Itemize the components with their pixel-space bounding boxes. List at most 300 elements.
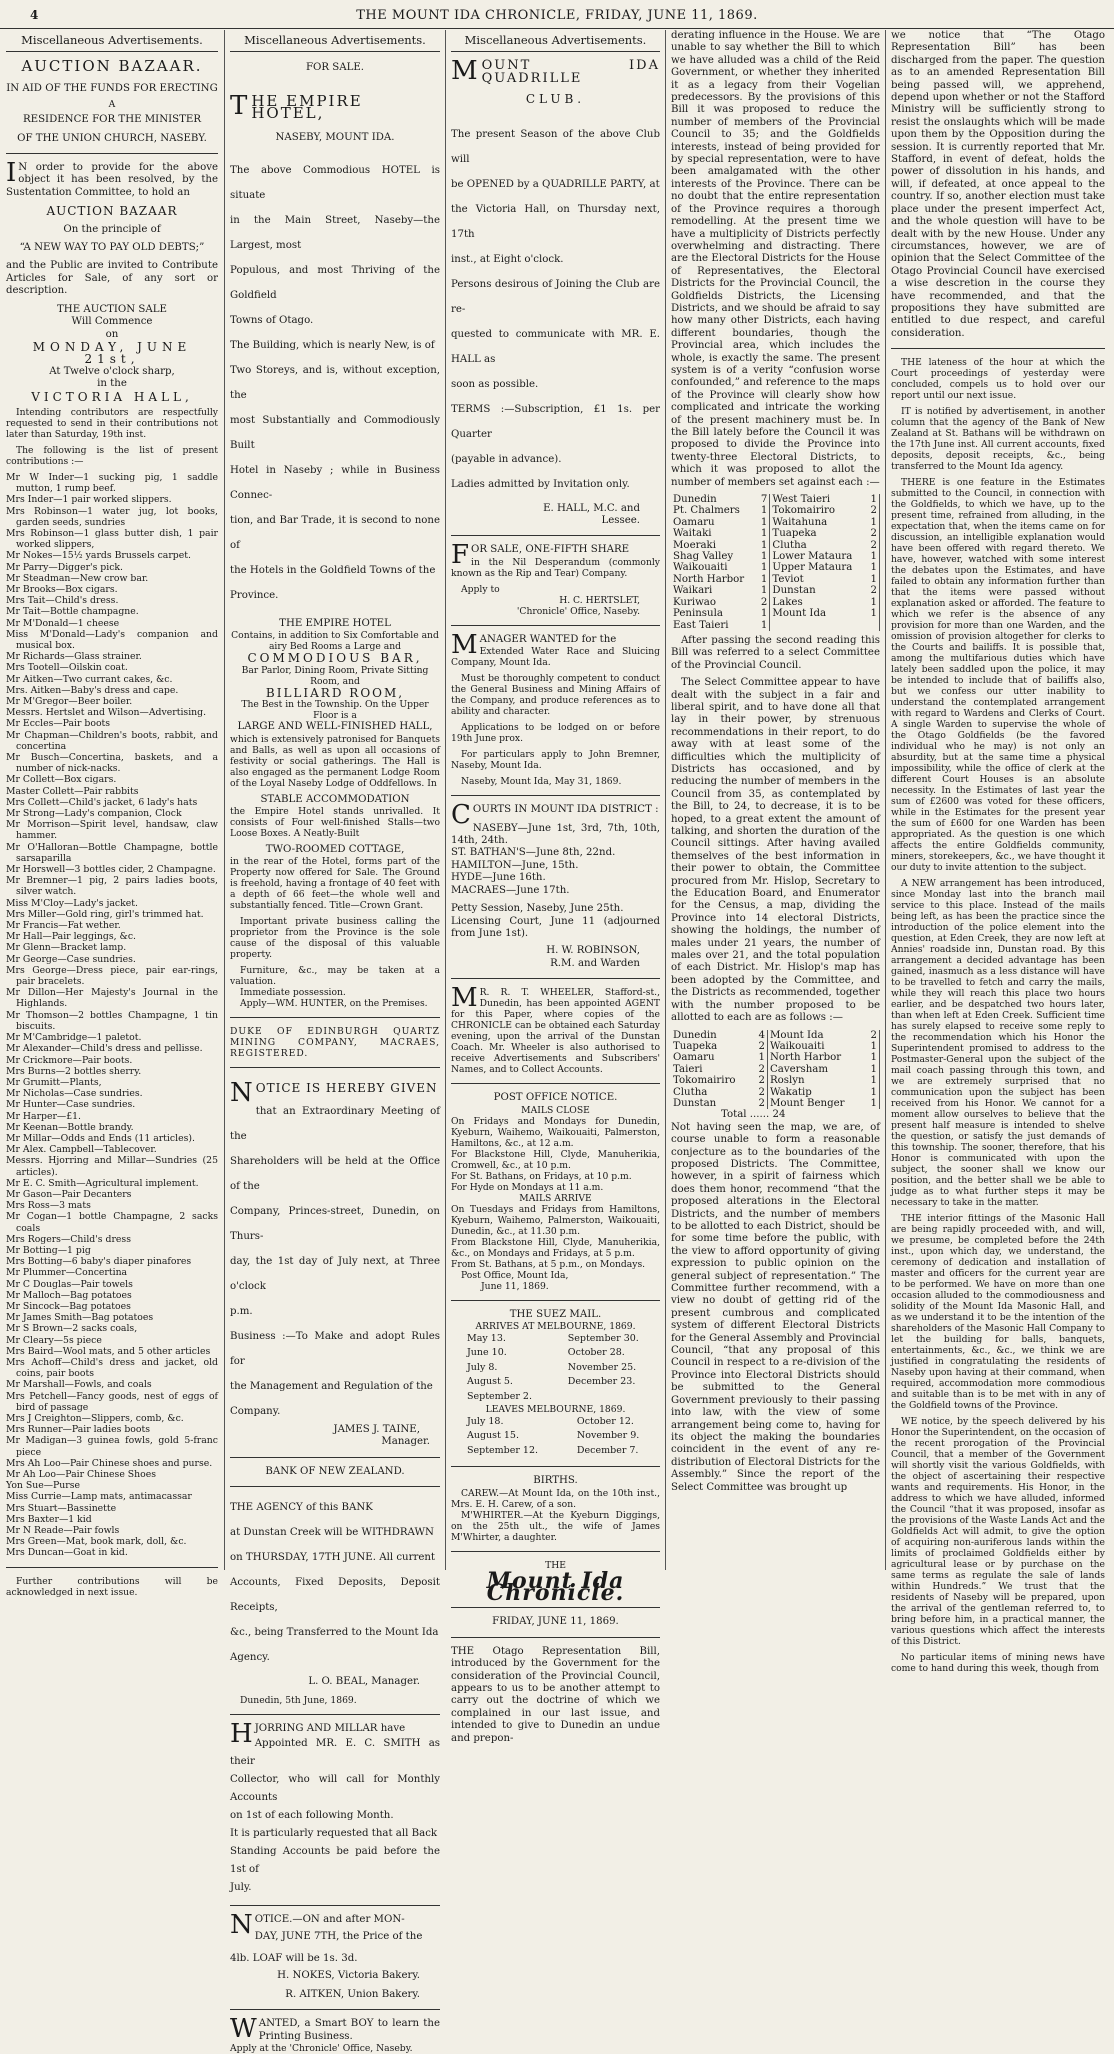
hotel-body: [230, 158, 440, 608]
bread-notice-heading: NOTICE.—ON and after MON-: [230, 1909, 405, 1940]
contribution-item: Mrs Baird—Wool mats, and 5 other articles: [6, 1345, 211, 1357]
births-heading: BIRTHS.: [533, 1475, 578, 1487]
district-members: 1: [866, 1052, 880, 1063]
suez-date: November 9.: [576, 1430, 640, 1442]
wanted-heading: WANTED, a Smart BOY to learn the Printing Business.: [230, 2014, 440, 2045]
hotel-line: Hotel in Naseby ; while in Business Connec-: [230, 465, 440, 502]
aitken-sig: R. AITKEN, Union Bakery.: [285, 1988, 420, 2000]
suez-arrives-head: ARRIVES AT MELBOURNE, 1869.: [475, 1320, 636, 1332]
editorial-p3: The Select Committee appear to have dealt with the subject in a fair and liberal spirit, and to have done all that lay in their power, by strenuous recommendations in their report, to do away with at least some of the difficulties which the multiplicity of Districts has occasioned, and by reducing the number of members in the Council from 35, as contemplated by the Bill, to 24, to decrease, it is to be hoped, to a great extent the amount of talking, and shorten the duration of the Council sittings. After having availed themselves of the best information in their power to obtain, the Committee procured from Mr. Hislop, Secretary to the Education Board, and Enumerator for the Census, a map, dividing the Province into 14 electoral Districts, showing the holdings, the number of males under 21 years, the number of males over 21, and the total population of each District. Mr. Hislop's map has been adopted by the Committee, and the Districts as recommended, together with the number proposed to be allotted to each are as follows :—: [671, 677, 880, 1024]
auction-date: MONDAY, JUNE 21st,: [32, 339, 192, 367]
district-name: Oamaru: [673, 1052, 715, 1064]
district-members: 1: [757, 517, 770, 528]
po-arrive-line: From Blackstone Hill, Clyde, Manuherikia, &c., on Mondays and Fridays, at 5 p.m.: [451, 1236, 660, 1259]
club-heading: MOUNT IDA QUADRILLE: [451, 56, 660, 87]
nameplate: Mount Ida Chronicle.: [486, 1567, 625, 1606]
district-name: Mount Ida: [769, 1029, 824, 1041]
district-name: Caversham: [769, 1063, 829, 1075]
hotel-location: NASEBY, MOUNT IDA.: [275, 131, 395, 143]
notice-sig-title: Manager.: [381, 1436, 430, 1448]
club-line: (payable in advance).: [451, 453, 562, 465]
contribution-item: Mr Chapman—Children's boots, rabbit, and concertina: [6, 729, 218, 752]
nokes-sig: H. NOKES, Victoria Bakery.: [277, 1970, 420, 1982]
suez-date: August 15.: [467, 1430, 519, 1442]
col5-p2: THE lateness of the hour at which the Court proceedings of yesterday were concluded, compels us to hold over our report until our next issue.: [891, 357, 1105, 402]
district-members: 1: [757, 608, 770, 619]
courts-sig-title: R.M. and Warden: [550, 957, 640, 969]
column-5: [891, 30, 1105, 1675]
contribution-item: Mr Cogan—1 bottle Champagne, 2 sacks coals: [6, 1211, 218, 1234]
contribution-item: Messrs. Hjorring and Millar—Sundries (25 articles).: [6, 1155, 218, 1178]
district-name: Dunedin: [673, 494, 717, 506]
district-name: Tuapeka: [673, 1040, 718, 1052]
notice-line: Company, Princes-street, Dunedin, on Thurs-: [230, 1205, 440, 1242]
district-name: Waikouaiti: [673, 562, 728, 574]
club-line: the Victoria Hall, on Thursday next, 17th: [451, 203, 660, 240]
po-close-line: For Hyde on Mondays at 11 a.m.: [451, 1181, 604, 1193]
col5-p6: THE interior fittings of the Masonic Hall are being rapidly proceeded with, and will, we presume, be completed before the 24th inst., upon which day, we understand, the ceremony of dedication and installation of master and officers for the current year are to be performed. We have on more than one occasion alluded to the commodiousness and solidity of the Mount Ida Masonic Hall, and as we understand it to be the intention of the shareholders of the Masonic Hall Company to let the building for balls, banquets, entertainments, &c., &c., we think we are justified in congratulating the residents of Naseby upon having at their command, when required, accommodation more commodious and suitable than is to be met with in any of the Goldfield towns of the Province.: [891, 1213, 1105, 1412]
editorial-p2: After passing the second reading this Bill was referred to a select Committee of the Provincial Council.: [671, 634, 880, 671]
district-members: 4: [754, 1030, 768, 1041]
notice-line: Shareholders will be held at the Office of the: [230, 1155, 440, 1192]
contribution-item: Mr Sincock—Bag potatoes: [6, 1300, 131, 1312]
contribution-item: Mrs Botting—6 baby's diaper pinafores: [6, 1256, 192, 1268]
club-line: The present Season of the above Club will: [451, 128, 660, 165]
dateline: FRIDAY, JUNE 11, 1869.: [492, 1616, 619, 1628]
manager-body: Extended Water Race and Sluicing Company, Mount Ida.: [451, 646, 660, 669]
nameplate-the: THE: [545, 1559, 566, 1571]
suez-arrives-table: [451, 1332, 660, 1404]
notice-line: day, the 1st day of July next, at Three o'clock: [230, 1255, 440, 1292]
po-close-line: For Blackstone Hill, Clyde, Manuherikia, Cromwell, &c., at 10 p.m.: [451, 1148, 660, 1171]
contribution-item: Master Collett—Pair rabbits: [6, 785, 139, 797]
notice-body: [230, 1099, 440, 1424]
bank-line: Accounts, Fixed Deposits, Deposit Receipts,: [230, 1577, 440, 1614]
club-line: TERMS :—Subscription, £1 1s. per Quarter: [451, 403, 660, 440]
contribution-item: Mrs Rogers—Child's dress: [6, 1233, 131, 1245]
contribution-item: Mr Aitken—Two currant cakes, &c.: [6, 673, 173, 685]
district-members: 2: [754, 1087, 768, 1098]
suez-date: December 7.: [576, 1444, 639, 1456]
col5-p1: we notice that “The Otago Representation Bill” has been discharged from the paper. The question as to an amended Representation Bill being passed will, we apprehend, depend upon whether or not the Stafford Ministry will be sufficiently strong to resist the onslaughts which will be made upon them by the Opposition during the session. It is currently reported that Mr. Stafford, in event of defeat, holds the power of dissolution in his hands, and will, if defeated, at once appeal to the country. If so, another election must take place under the present imperfect Act, and the whole question will have to be dealt with by the new House. Under any circumstances, however, we are of opinion that the Select Committee of the Otago Provincial Council have exercised a wise descretion in the course they have recommended, and that the propositions they have submitted are entitled to due respect, and careful consideration.: [891, 30, 1105, 339]
districts-total: Total ...... 24: [721, 1109, 786, 1121]
contribution-item: Yon Sue—Purse: [6, 1480, 80, 1492]
auction-footer: Further contributions will be acknowledged in next issue.: [6, 1575, 218, 1598]
auction-bazaar: AUCTION BAZAAR: [46, 204, 178, 219]
contribution-item: Mrs Petchell—Fancy goods, nest of eggs of bird of passage: [6, 1390, 218, 1413]
districts-table-2: [671, 1030, 880, 1110]
club-line: Persons desirous of Joining the Club are re-: [451, 278, 660, 315]
district-members: 1: [867, 551, 880, 562]
contribution-item: Mr Eccles—Pair boots: [6, 718, 111, 730]
contribution-item: Mr Nicholas—Case sundries.: [6, 1088, 143, 1100]
hotel-line: in the Main Street, Naseby—the Largest, most: [230, 215, 440, 252]
contribution-item: Mr Glenn—Bracket lamp.: [6, 942, 127, 954]
district-name: Tokomairiro: [772, 505, 835, 517]
auction-aid: IN AID OF THE FUNDS FOR ERECTING: [6, 82, 218, 94]
contribution-item: Mrs Duncan—Goat in kid.: [6, 1547, 128, 1559]
district-members: 2: [754, 1075, 768, 1086]
bank-sig: L. O. BEAL, Manager.: [308, 1676, 420, 1688]
auction-commence: Will Commence: [71, 316, 153, 328]
district-members: 1: [867, 574, 880, 585]
contribution-item: Mr Keenan—Bottle brandy.: [6, 1121, 134, 1133]
district-name: Taieri: [673, 1063, 703, 1075]
district-name: Pt. Chalmers: [673, 505, 740, 517]
district-members: 1: [757, 562, 770, 573]
contribution-item: Mr Grumitt—Plants,: [6, 1076, 102, 1088]
contribution-item: Mr N Reade—Pair fowls: [6, 1525, 120, 1537]
auction-list-intro: The following is the list of present contributions :—: [6, 444, 218, 467]
contribution-item: Mr M'Cambridge—1 paletot.: [6, 1032, 142, 1044]
contribution-item: Mr M'Gregor—Beer boiler.: [6, 696, 133, 707]
district-members: 1: [866, 1041, 880, 1052]
contribution-item: Mr George—Case sundries.: [6, 953, 136, 965]
birth-2: M'WHIRTER.—At the Kyeburn Diggings, on the 25th ult., the wife of James M'Whirter, a daughter.: [451, 1509, 660, 1543]
district-name: Peninsula: [673, 608, 723, 620]
po-close-line: On Fridays and Mondays for Dunedin, Kyeburn, Waihemo, Waikouaiti, Palmerston, Hamiltons, &c., at 12 a.m.: [451, 1115, 660, 1149]
suez-leaves-table: [451, 1415, 660, 1458]
contribution-item: Mr M'Donald—1 cheese: [6, 617, 120, 629]
district-name: Teviot: [772, 573, 804, 585]
hotel-line: Two Storeys, and is, without exception, the: [230, 365, 440, 402]
auction-contrib: Intending contributors are respectfully requested to send in their contributions not later than Saturday, 19th inst.: [6, 406, 218, 440]
page-number: 4: [30, 8, 39, 22]
club-subheading: CLUB.: [525, 92, 586, 107]
hotel-important: Important private business calling the proprietor from the Province is the sole cause of the disposal of this valuable property.: [230, 916, 440, 961]
district-members: 1: [867, 608, 880, 619]
contribution-item: Messrs. Hertslet and Wilson—Advertising.: [6, 707, 207, 719]
courts-petty: Petty Session, Naseby, June 25th.: [451, 903, 624, 915]
club-body: [451, 122, 660, 497]
auction-on: on: [105, 328, 119, 340]
contribution-item: Mrs George—Dress piece, pair ear-rings, pair bracelets.: [6, 964, 218, 988]
district-members: 1: [866, 1064, 880, 1075]
district-members: 1: [757, 551, 770, 562]
contribution-item: Mrs Tait—Child's dress.: [6, 595, 119, 607]
district-members: 2: [867, 540, 880, 551]
duke-heading: DUKE OF EDINBURGH QUARTZ MINING COMPANY, MACRAES, REGISTERED.: [230, 1026, 440, 1060]
wheeler-notice: MR. R. T. WHEELER, Stafford-st., Dunedin, has been appointed AGENT for this Paper, where copies of the CHRONICLE can be obtained each Saturday evening, upon the arrival of the Dunstan Coach. Mr. Wheeler is also authorised to receive Advertisements and Subscribers' Names, and to Collect Accounts.: [451, 983, 660, 1076]
district-name: Roslyn: [769, 1075, 805, 1087]
contribution-item: Miss Currie—Lamp mats, antimacassar: [6, 1491, 192, 1503]
hotel-hall-body: which is extensively patronised for Banquets and Balls, as well as upon all occasions of festivity or social gatherings. The Hall is also engaged as the permanent Lodge Room of the Loyal Naseby Lodge of Oddfellows. In: [230, 733, 440, 789]
district-members: [867, 620, 880, 631]
district-name: Clutha: [673, 1086, 708, 1098]
district-members: 2: [754, 1064, 768, 1075]
district-name: Dunstan: [772, 585, 816, 597]
notice-sig: JAMES J. TAINE,: [333, 1423, 420, 1435]
contribution-item: Mr Thomson—2 bottles Champagne, 1 tin biscuits.: [6, 1009, 218, 1032]
district-name: Lakes: [772, 596, 803, 608]
hotel-bar: COMMODIOUS BAR,: [247, 651, 423, 666]
po-date: June 11, 1869.: [481, 1280, 549, 1292]
district-members: 1: [757, 574, 770, 585]
contribution-item: Mrs Burns—2 bottles sherry.: [6, 1065, 142, 1077]
district-name: [770, 620, 867, 631]
contribution-item: Mr Cleary—5s piece: [6, 1334, 102, 1346]
court-line: ST. BATHAN'S—June 8th, 22nd.: [451, 847, 616, 859]
hotel-immediate: Immediate possession.: [240, 987, 346, 999]
auction-inthe: in the: [97, 378, 127, 390]
bread-notice-body: [230, 1926, 440, 1970]
bank-line: at Dunstan Creek will be WITHDRAWN: [230, 1527, 434, 1539]
column-4: [671, 30, 880, 1570]
district-members: 1: [757, 505, 770, 516]
contribution-item: Mrs Robinson—1 glass butter dish, 1 pair worked slippers,: [6, 527, 218, 551]
district-name: Upper Mataura: [772, 562, 853, 574]
district-name: Waitaki: [673, 528, 712, 540]
bread-line: DAY, JUNE 7TH, the Price of the: [254, 1931, 423, 1943]
contribution-item: Mrs Collett—Child's jacket, 6 lady's hats: [6, 796, 198, 808]
contribution-item: Mrs Ross—3 mats: [6, 1200, 91, 1212]
auction-time: At Twelve o'clock sharp,: [49, 365, 175, 377]
bank-line: Agency.: [230, 1652, 270, 1664]
district-name: North Harbor: [769, 1052, 842, 1064]
district-members: 2: [754, 1041, 768, 1052]
club-line: quested to communicate with MR. E. HALL as: [451, 328, 660, 365]
po-close-head: MAILS CLOSE: [521, 1104, 590, 1116]
district-name: Waitahuna: [772, 516, 828, 528]
district-members: 1: [757, 528, 770, 539]
hotel-title: THE EMPIRE HOTEL,: [230, 90, 363, 123]
courts-sig: H. W. ROBINSON,: [546, 945, 640, 957]
suez-date: September 12.: [467, 1444, 539, 1456]
hjorring-line: Appointed MR. E. C. SMITH as their: [230, 1737, 440, 1767]
masthead: [0, 0, 1114, 29]
contribution-item: Mr Plummer—Concertina: [6, 1267, 128, 1279]
bank-line: &c., being Transferred to the Mount Ida: [230, 1627, 439, 1639]
contribution-item: Mr Brooks—Box cigars.: [6, 583, 118, 595]
bank-heading: BANK OF NEW ZEALAND.: [265, 1465, 405, 1477]
district-name: Dunedin: [673, 1029, 717, 1041]
club-sig: E. HALL, M.C. and: [543, 502, 640, 514]
district-members: 2: [867, 585, 880, 596]
bank-body: [230, 1495, 440, 1670]
auction-title: AUCTION BAZAAR.: [21, 57, 203, 76]
auction-residence: RESIDENCE FOR THE MINISTER: [22, 114, 202, 126]
po-close-line: For St. Bathans, on Fridays, at 10 p.m.: [451, 1170, 632, 1182]
district-name: North Harbor: [673, 573, 745, 585]
contribution-item: Mr Busch—Concertina, baskets, and a number of nick-nacks.: [6, 752, 218, 775]
auction-principle: On the principle of: [63, 223, 161, 235]
suez-date: October 28.: [567, 1347, 625, 1359]
hotel-heading-2: THE EMPIRE HOTEL: [279, 618, 391, 630]
column-rule: [885, 30, 886, 1570]
hotel-line: most Substantially and Commodiously Built: [230, 415, 440, 452]
birth-1: CAREW.—At Mount Ida, on the 10th inst., Mrs. E. H. Carew, of a son.: [451, 1487, 660, 1510]
po-close-list: [451, 1116, 660, 1193]
district-members: 1: [757, 620, 770, 631]
club-line: Ladies admitted by Invitation only.: [451, 478, 630, 490]
contribution-item: Mr Marshall—Fowls, and coals: [6, 1379, 152, 1391]
district-members: 2: [754, 1098, 768, 1109]
col5-p7: WE notice, by the speech delivered by his Honor the Superintendent, on the occasion of the recent prorogation of the Provincial Council, that a member of the Government will shortly visit the various Goldfields, with the object of ascertaining their respective wants and requirements. His Honor, in the address to which we have alluded, informed the Council “that it was proposed, insofar as the provisions of the Waste Lands Act and the Goldfields Act will admit, to give the option of acquiring non-auriferous lands within the limits of proclaimed Goldfields either by agricultural lease or by purchase on the same terms as regulate the sale of lands within Hundreds.” We trust that the residents of Naseby will be prepared, upon the arrival of the gentleman referred to, to bring before him, in a practical manner, the various questions which affect the interests of this District.: [891, 1416, 1105, 1648]
hotel-line: Province.: [230, 590, 279, 602]
district-name: Tokomairiro: [673, 1075, 736, 1087]
editorial-p1: derating influence in the House. We are unable to say whether the Bill to which we have alluded was a child of the Reid Government, or whether they inherited it as a legacy from their Vogelian predecessors. By the provisions of this Bill it was proposed to reduce the number of members of the Provincial Council to 35; and the Goldfields interests, instead of being provided for by special representation, were to have been amalgamated with the other interests of the Province. There can be no doubt that the entire representation of the Province requires a thorough remodelling. At the present time we have a multiplicity of Districts perfectly overwhelming and distracting. There are the Electoral Districts for the House of Representatives, the Electoral Districts for the Provincial Council, the Goldfields Districts, the Licensing Districts, and we should be afraid to say how many other Districts, each having different boundaries, though the Provincial area, which includes the whole, is exactly the same. The present system is of a verity “confusion worse confounded,” and reference to the maps of the Province will clearly show how complicated and intricate the working of the present machinery must be. In the Bill lately before the Council it was proposed to divide the Province into twenty-three Electoral Districts, to which it was proposed to allot the number of members set against each :—: [671, 30, 880, 488]
contribution-item: Mr W Inder—1 sucking pig, 1 saddle mutton, 1 rump beef.: [6, 471, 218, 495]
hotel-stable: STABLE ACCOMMODATION: [260, 793, 410, 805]
hotel-line: the Hotels in the Goldfield Towns of the: [230, 565, 436, 577]
hotel-best: The Best in the Township. On the Upper Floor is a: [241, 699, 429, 722]
hjorring-line: Collector, who will call for Monthly Accounts: [230, 1773, 440, 1803]
contribution-item: Mr O'Halloran—Bottle Champagne, bottle sarsaparilla: [6, 841, 218, 864]
contribution-item: Mr Hall—Pair leggings, &c.: [6, 931, 136, 943]
contribution-item: Mr Gason—Pair Decanters: [6, 1188, 132, 1200]
bread-line: 4lb. LOAF will be 1s. 3d.: [230, 1953, 358, 1965]
contribution-item: Miss M'Donald—Lady's companion and musical box.: [6, 628, 218, 651]
contributions-list: [6, 472, 218, 1559]
suez-date: July 8.: [467, 1361, 498, 1373]
column-rule: [665, 30, 666, 1570]
court-line: HYDE—June 16th.: [451, 872, 546, 884]
suez-date: September 30.: [567, 1332, 639, 1344]
col5-p5: A NEW arrangement has been introduced, since Monday last into the branch mail service to this place. Instead of the mails being left, as has been the practice since the introduction of the police element into the question, at Eden Creek, they are now left at Annies' roadside inn, Dunstan road. By this arrangement a decided advantage has been gained, inasmuch as a less distance will have to be travelled to fetch and carry the mails, while they will reach this place two hours earlier, and be despatched two hours later, than when left at Eden Creek. Sufficient time has surely elapsed to receive some reply to the recommendation which his Honor the Superintendent promised to address to the Postmaster-General upon the subject of the mail coach passing through this town, and we are extremely surprised that no communication upon the subject has been received from his Honor. We cannot for a moment allow ourselves to believe that the present half measure is intended to shelve the question, or satisfy the just demands of this township. The sooner, therefore, that his Honor is communicated with upon the subject, the sooner shall we know our position, and the better shall we be able to judge as to what further steps it may be necessary to take in the matter.: [891, 878, 1105, 1209]
contribution-item: Mr E. C. Smith—Agricultural implement.: [6, 1177, 199, 1189]
suez-leaves-head: LEAVES MELBOURNE, 1869.: [485, 1403, 626, 1415]
newspaper-title: THE MOUNT IDA CHRONICLE, FRIDAY, JUNE 11, 1869.: [356, 8, 758, 23]
section-heading: Miscellaneous Advertisements.: [230, 30, 440, 52]
district-members: 1: [754, 1052, 768, 1063]
district-members: 1: [867, 597, 880, 608]
notice-heading: NOTICE IS HEREBY GIVEN: [230, 1078, 438, 1109]
contribution-item: Mr Harper—£1.: [6, 1110, 81, 1122]
contribution-item: Mrs Miller—Gold ring, girl's trimmed hat.: [6, 908, 204, 920]
wanted-apply: Apply at the 'Chronicle' Office, Naseby.: [230, 2042, 413, 2054]
bank-line: THE AGENCY of this BANK: [230, 1502, 373, 1514]
contribution-item: Mrs Tootell—Oilskin coat.: [6, 662, 128, 674]
contribution-item: Mr Strong—Lady's companion, Clock: [6, 808, 182, 820]
district-members: 2: [866, 1030, 880, 1041]
share-heading: FOR SALE, ONE-FIFTH SHARE: [451, 540, 630, 571]
contribution-item: Mr Dillon—Her Majesty's Journal in the Highlands.: [6, 987, 218, 1010]
suez-date: October 12.: [576, 1415, 634, 1427]
notice-line: the Management and Regulation of the: [230, 1380, 433, 1392]
district-name: Moeraki: [673, 539, 716, 551]
contribution-item: Mrs Achoff—Child's dress and jacket, old coins, pair boots: [6, 1356, 218, 1380]
col5-p4: THERE is one feature in the Estimates submitted to the Council, in connection with the Goldfields, to which we have, up to the present time, refrained from alluding, in the expectation that, when the items came on for discussion, an intelligible explanation would have been offered with regard thereto. We have, however, watched with some interest the debates upon the Estimates, and have failed to obtain any information further than that the items were passed without explanation asked or afforded. The feature to which we refer is the absence of any provision for more than one Warden, and the omission of provision altogether for clerks to the Courts and bailiffs. It is possible that, among the multifarious duties which have lately been saddled upon the police, it may be intended to include that of bailiffs also, but we confess our utter inability to understand the contemplated arrangement with regard to Wardens and Clerks of Court. A single Warden to supervise the whole of the Otago Goldfields (be the favored individual who he may) is not only an absurdity, but at the same time a physical impossibility, while the office of clerk at the different Court Houses is an absolute necessity. In the Estimates of last year the sum of £2600 was voted for these officers, while in the Estimates for the present year the sum of £600 for one Warden has been appropriated. As the question is one which affects the entire Goldfields community, miners, storekeepers, &c., we have thought it our duty to invite attention to the subject.: [891, 477, 1105, 874]
po-arrive-list: [451, 1204, 660, 1270]
contribution-item: Mr Steadman—New crow bar.: [6, 572, 149, 584]
suez-date: August 5.: [467, 1376, 513, 1388]
court-line: MACRAES—June 17th.: [451, 884, 570, 896]
column-rule: [224, 30, 225, 1570]
contribution-item: Mr Richards—Glass strainer.: [6, 651, 142, 663]
contribution-item: Mr S Brown—2 sacks coals,: [6, 1323, 138, 1335]
notice-line: p.m.: [230, 1305, 253, 1317]
auction-sale-head: THE AUCTION SALE: [57, 303, 167, 315]
contribution-item: Mrs Inder—1 pair worked slippers.: [6, 494, 172, 506]
court-line: HAMILTON—June, 15th.: [451, 859, 579, 871]
contribution-item: Mr Alexander—Child's dress and pellisse.: [6, 1043, 203, 1055]
contribution-item: Mr Crickmore—Pair boots.: [6, 1054, 133, 1066]
auction-public: and the Public are invited to Contribute Articles for Sale, of any sort or description.: [6, 260, 218, 297]
hotel-line: Towns of Otago.: [230, 315, 314, 327]
district-name: Kuriwao: [673, 596, 717, 608]
district-members: 1: [866, 1098, 880, 1109]
share-apply: Apply to: [461, 583, 500, 595]
club-line: inst., at Eight o'clock.: [451, 253, 564, 265]
contribution-item: Mr Hunter—Case sundries.: [6, 1099, 136, 1111]
col5-p3: IT is notified by advertisement, in another column that the agency of the Bank of New Zealand at St. Bathans will be withdrawn on the 17th June inst. All current accounts, fixed deposits, deposit receipts, &c., being transferred to the Mount Ida agency.: [891, 406, 1105, 473]
auction-a: A: [108, 99, 116, 111]
district-name: Dunstan: [673, 1097, 717, 1109]
section-heading: Miscellaneous Advertisements.: [451, 30, 660, 52]
district-members: 1: [757, 585, 770, 596]
suez-date: November 25.: [567, 1361, 637, 1373]
column-rule: [445, 30, 446, 1570]
column-2: [230, 30, 440, 2054]
total-label: Total: [721, 1109, 747, 1121]
contribution-item: Mr Alex. Campbell—Tablecover.: [6, 1144, 157, 1156]
districts-table-1: [671, 494, 880, 631]
hotel-line: Populous, and most Thriving of the Goldfield: [230, 265, 440, 302]
district-members: 2: [867, 505, 880, 516]
district-name: Waikari: [673, 585, 713, 597]
hjorring-line: Standing Accounts be paid before the 1st of: [230, 1845, 440, 1875]
suez-heading: THE SUEZ MAIL.: [509, 1308, 602, 1320]
contribution-item: Mrs Runner—Pair ladies boots: [6, 1424, 150, 1436]
district-name: Tuapeka: [772, 528, 817, 540]
contribution-item: Mrs J Creighton—Slippers, comb, &c.: [6, 1413, 184, 1424]
contribution-item: Mr Collett—Box cigars.: [6, 774, 117, 786]
district-members: 1: [867, 517, 880, 528]
contribution-item: Mrs Baxter—1 kid: [6, 1513, 92, 1525]
contribution-item: Mr Ah Loo—Pair Chinese Shoes: [6, 1469, 157, 1481]
po-heading: POST OFFICE NOTICE.: [493, 1092, 618, 1104]
bank-line: on THURSDAY, 17TH JUNE. All current: [230, 1552, 436, 1564]
district-name: Shag Valley: [673, 551, 734, 563]
hotel-billiard: BILLIARD ROOM,: [265, 685, 405, 700]
hotel-contains: Contains, in addition to Six Comfortable and airy Bed Rooms a Large and: [231, 630, 439, 653]
club-line: soon as possible.: [451, 378, 539, 390]
auction-church: OF THE UNION CHURCH, NASEBY.: [17, 132, 207, 144]
district-members: 1: [867, 494, 880, 505]
courts-heading: COURTS IN MOUNT IDA DISTRICT :: [451, 800, 659, 831]
suez-date: December 23.: [567, 1376, 636, 1388]
share-sig-office: 'Chronicle' Office, Naseby.: [516, 605, 640, 617]
contribution-item: Mr Millar—Odds and Ends (11 articles).: [6, 1132, 195, 1144]
club-sig-title: Lessee.: [601, 515, 640, 527]
contribution-item: Miss M'Cloy—Lady's jacket.: [6, 897, 138, 909]
contribution-item: Mr Malloch—Bag potatoes: [6, 1289, 132, 1301]
hjorring-heading: HJORRING AND MILLAR have: [230, 1718, 406, 1749]
suez-date: [552, 1390, 660, 1404]
manager-body-4: For particulars apply to John Bremner, Naseby, Mount Ida.: [451, 749, 660, 772]
editorial-p4: Not having seen the map, we are, of course unable to form a reasonable conjecture as to the boundaries of the proposed Districts. The Committee, however, in a spirit of fairness which does them honor, recommend “that the proposed alterations in the Electoral Districts, and the number of members to be allotted to each District, should be for some time before the public, with the view to afford opportunity of giving expression to public opinion on the general subject of representation.” The Committee further recommend, with a view no doubt of getting rid of the present cumbrous and complicated system of different Electoral Districts for the General Assembly and Provincial Council, “that any proposal of this Council in respect to a re-division of the Province into Electoral Districts should be submitted to the General Government previously to their passing into law, with the view of some arrangement being come to, having for its object the making the boundaries coincident in the event of any re-distribution of Electoral Districts for the Assembly.” Since the report of the Select Committee was brought up: [671, 1121, 880, 1493]
notice-line: Business :—To Make and adopt Rules for: [230, 1330, 440, 1367]
hjorring-line: July.: [230, 1881, 252, 1893]
manager-body-2: Must be thoroughly competent to conduct the General Business and Mining Affairs of the Company, and produce references as to ability and character.: [451, 673, 660, 718]
manager-heading: MANAGER WANTED for the: [451, 629, 617, 660]
contribution-item: Mr Madigan—3 guinea fowls, gold 5-franc piece: [6, 1435, 218, 1458]
manager-date: Naseby, Mount Ida, May 31, 1869.: [461, 776, 622, 788]
auction-intro: IN order to provide for the above object it has been resolved, by the Sustentation Committee, to hold an: [6, 158, 218, 198]
suez-date: June 10.: [467, 1347, 507, 1359]
district-members: 1: [867, 562, 880, 573]
contribution-item: Mr C Douglas—Pair towels: [6, 1278, 133, 1290]
auction-motto: “A NEW WAY TO PAY OLD DEBTS;”: [19, 242, 205, 254]
section-heading: Miscellaneous Advertisements.: [6, 30, 218, 52]
contribution-item: Mr Francis—Fat wether.: [6, 920, 121, 932]
district-members: 7: [757, 494, 770, 505]
district-name: Wakatip: [769, 1086, 812, 1098]
hotel-parlor: Bar Parlor, Dining Room, Private Sitting Room, and: [241, 664, 429, 687]
contribution-item: Mrs Green—Mat, book mark, doll, &c.: [6, 1536, 187, 1548]
hotel-line: The Building, which is nearly New, is of: [230, 340, 435, 352]
contribution-item: Mrs Stuart—Bassinette: [6, 1502, 117, 1514]
